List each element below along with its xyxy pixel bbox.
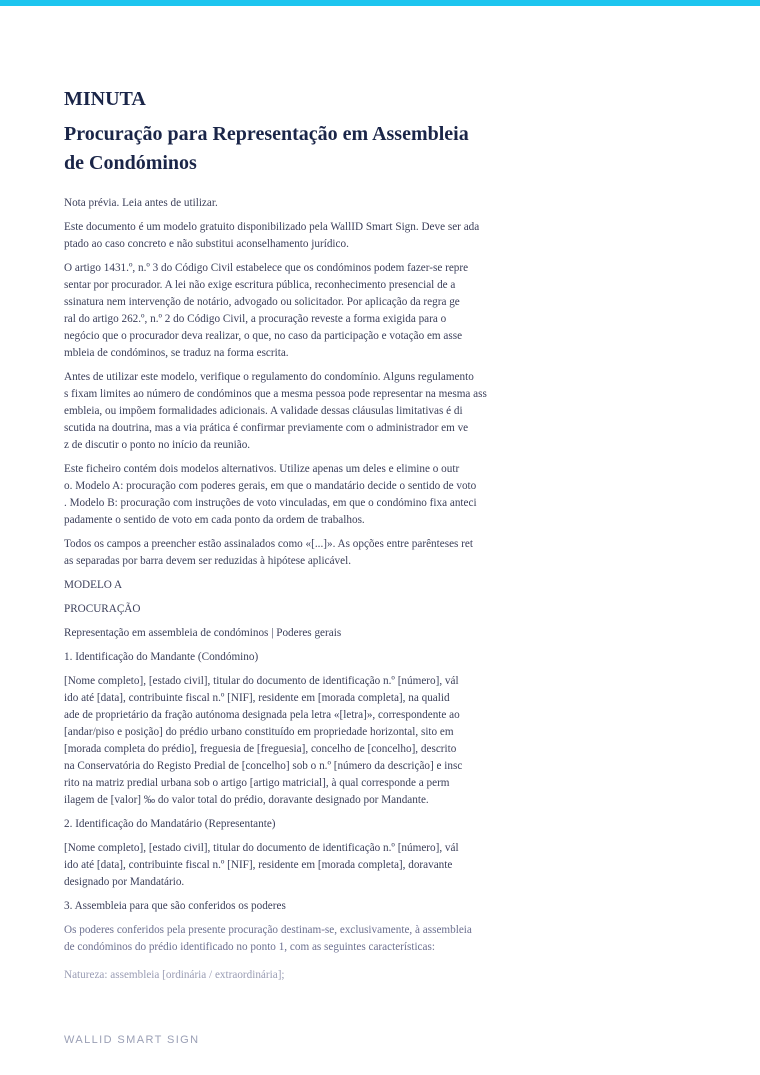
document-body	[64, 86, 536, 991]
footer-brand: WALLID SMART SIGN	[64, 1034, 200, 1046]
paragraph-fields-instructions: Todos os campos a preencher estão assinalados como «[...]». As opções entre parênteses ret as separadas por barra devem ser reduzidas à hipótese aplicável.	[64, 538, 473, 567]
section-model-a: MODELO A	[64, 579, 123, 591]
paragraph-mandante-identification: [Nome completo], [estado civil], titular do documento de identificação n.º [número], vál ido até [data], contribuinte fiscal n.º [NIF], residente em [morada completa], na qualid ade de proprietário da fração autónoma designada pela letra «[letra]», correspondente ao [andar/piso e posição] do prédio urbano constituído em propriedade horizontal, sito em [morada completa do prédio], freguesia de [freguesia], concelho de [concelho], descrito na Conservatória do Registo Predial de [concelho] sob o n.º [número da descrição] e insc rito na matriz predial urbana sob o artigo [artigo matricial], à qual corresponde a perm ilagem de [valor] ‰ do valor total do prédio, doravante designado por Mandante.	[64, 675, 463, 806]
document-label: MINUTA	[64, 88, 146, 110]
list-item-assembly-nature: Natureza: assembleia [ordinária / extraordinária];	[64, 969, 285, 981]
document-title: Procuração para Representação em Assembleia de Condóminos	[64, 123, 469, 174]
section-procuracao: PROCURAÇÃO	[64, 603, 141, 615]
paragraph-legal-basis: O artigo 1431.º, n.º 3 do Código Civil estabelece que os condóminos podem fazer-se repre sentar por procurador. A lei não exige escritura pública, reconhecimento presencial de a ssinatura nem intervenção de notário, advogado ou solicitador. Por aplicação da regra ge ral do artigo 262.º, n.º 2 do Código Civil, a procuração reveste a forma exigida para o negócio que o procurador deva realizar, o que, no caso da participação e votação em asse mbleia de condóminos, se traduz na forma escrita.	[64, 262, 469, 359]
paragraph-disclaimer: Este documento é um modelo gratuito disponibilizado pela WallID Smart Sign. Deve ser ada ptado ao caso concreto e não substitui aconselhamento jurídico.	[64, 221, 480, 250]
heading-mandatario: 2. Identificação do Mandatário (Representante)	[64, 818, 276, 830]
paragraph-models-overview: Este ficheiro contém dois modelos alternativos. Utilize apenas um deles e elimine o outr o. Modelo A: procuração com poderes gerais, em que o mandatário decide o sentido de voto . Modelo B: procuração com instruções de voto vinculadas, em que o condómino fixa anteci padamente o sentido de voto em cada ponto da ordem de trabalhos.	[64, 463, 477, 526]
paragraph-prior-note: Nota prévia. Leia antes de utilizar.	[64, 197, 218, 209]
paragraph-mandatario-identification: [Nome completo], [estado civil], titular do documento de identificação n.º [número], vál ido até [data], contribuinte fiscal n.º [NIF], residente em [morada completa], doravante designado por Mandatário.	[64, 842, 459, 888]
heading-mandante: 1. Identificação do Mandante (Condómino)	[64, 651, 259, 663]
subtitle-general-powers: Representação em assembleia de condóminos | Poderes gerais	[64, 627, 342, 639]
paragraph-assembly-powers: Os poderes conferidos pela presente procuração destinam-se, exclusivamente, à assembleia de condóminos do prédio identificado no ponto 1, com as seguintes características:	[64, 924, 472, 953]
paragraph-regulation-check: Antes de utilizar este modelo, verifique o regulamento do condomínio. Alguns regulamento s fixam limites ao número de condóminos que a mesma pessoa pode representar na mesma ass embleia, ou impõem formalidades adicionais. A validade dessas cláusulas limitativas é di scutida na doutrina, mas a via prática é confirmar previamente com o administrador em ve z de discutir o ponto no início da reunião.	[64, 371, 487, 451]
heading-assembly: 3. Assembleia para que são conferidos os poderes	[64, 900, 286, 912]
accent-top-bar	[0, 0, 760, 6]
